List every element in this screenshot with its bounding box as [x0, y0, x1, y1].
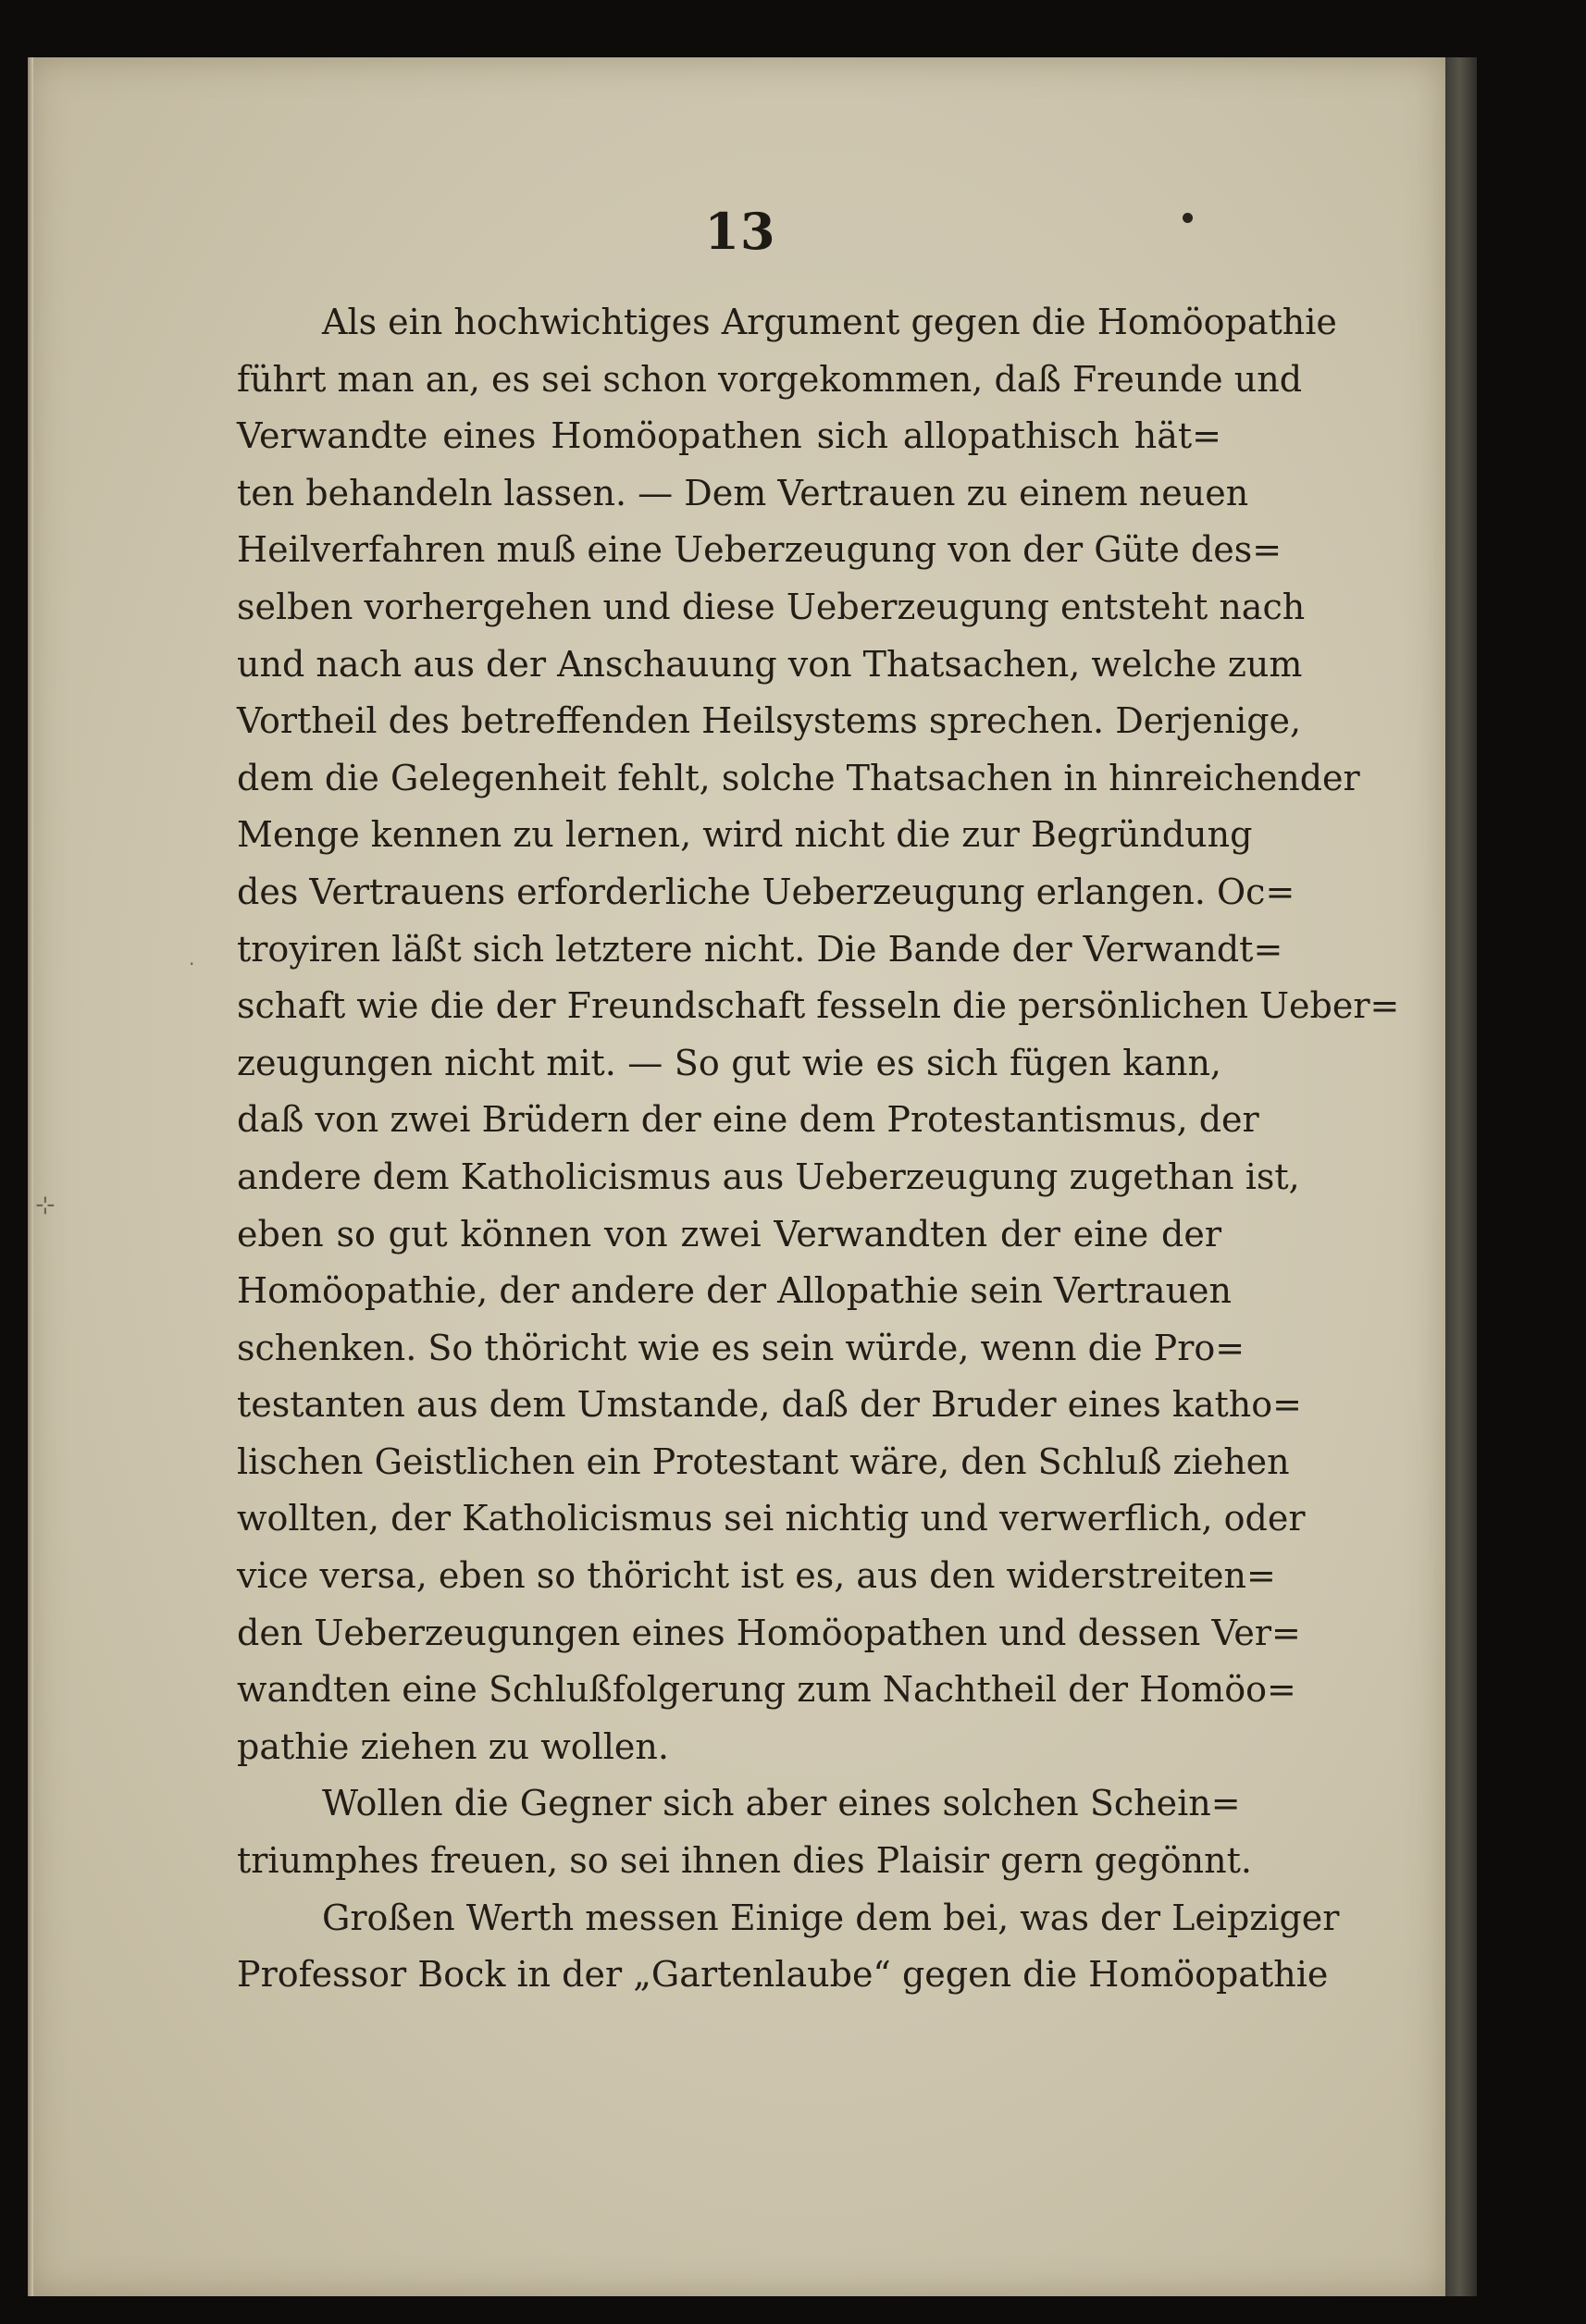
- text-line: Homöopathie, der andere der Allopathie sein Vertrauen: [237, 1270, 1233, 1312]
- paragraph: [237, 1890, 1340, 2004]
- paragraph: [237, 1775, 1252, 1889]
- text-line: und nach aus der Anschauung von Thatsachen, welche zum: [237, 643, 1303, 685]
- text-line: daß von zwei Brüdern der eine dem Protestantismus, der: [237, 1099, 1259, 1141]
- text-line: Menge kennen zu lernen, wird nicht die zur Begründung: [237, 814, 1253, 856]
- text-line: dem die Gelegenheit fehlt, solche Thatsachen in hinreichender: [237, 757, 1360, 798]
- text-line: führt man an, es sei schon vorgekommen, daß Freunde und: [237, 358, 1303, 400]
- ink-dot: [1183, 213, 1193, 223]
- text-line: Großen Werth messen Einige dem bei, was der Leipziger: [322, 1897, 1340, 1938]
- text-line: Heilverfahren muß eine Ueberzeugung von der Güte des=: [237, 529, 1282, 571]
- text-line: schenken. So thöricht wie es sein würde, wenn die Pro=: [237, 1327, 1245, 1368]
- text-line: den Ueberzeugungen eines Homöopathen und dessen Ver=: [237, 1612, 1301, 1653]
- text-line: Wollen die Gegner sich aber eines solchen Schein=: [322, 1783, 1241, 1824]
- text-line: andere dem Katholicismus aus Ueberzeugung zugethan ist,: [237, 1156, 1300, 1197]
- text-line: des Vertrauens erforderliche Ueberzeugung erlangen. Oc=: [237, 871, 1295, 912]
- text-line: eben so gut können von zwei Verwandten der eine der: [237, 1213, 1221, 1255]
- text-line: Verwandte eines Homöopathen sich allopathisch hät=: [237, 415, 1221, 457]
- text-line: selben vorhergehen und diese Ueberzeugung entsteht nach: [237, 586, 1306, 627]
- text-line: Professor Bock in der „Gartenlaube“ gegen die Homöopathie: [237, 1954, 1329, 1996]
- text-line: schaft wie die der Freundschaft fesseln die persönlichen Ueber=: [237, 985, 1400, 1027]
- text-line: triumphes freuen, so sei ihnen dies Plaisir gern gegönnt.: [237, 1840, 1252, 1882]
- margin-mark: ⊹: [35, 1192, 56, 1219]
- body-text: [237, 294, 1400, 2004]
- text-line: testanten aus dem Umstande, daß der Bruder eines katho=: [237, 1384, 1302, 1426]
- text-line: lischen Geistlichen ein Protestant wäre, den Schluß ziehen: [237, 1440, 1290, 1482]
- text-line: ten behandeln lassen. — Dem Vertrauen zu einem neuen: [237, 472, 1249, 513]
- text-line: wollten, der Katholicismus sei nichtig und verwerflich, oder: [237, 1498, 1306, 1539]
- text-line: troyiren läßt sich letztere nicht. Die Bande der Verwandt=: [237, 928, 1283, 970]
- text-line: Als ein hochwichtiges Argument gegen die Homöopathie: [322, 302, 1337, 342]
- text-line: Vortheil des betreffenden Heilsystems sprechen. Derjenige,: [237, 700, 1302, 742]
- page-left-edge: [28, 57, 33, 2296]
- book-spine: [1445, 57, 1477, 2296]
- text-line: vice versa, eben so thöricht ist es, aus den widerstreiten=: [237, 1555, 1276, 1597]
- margin-mark: ·: [189, 953, 195, 975]
- text-line: zeugungen nicht mit. — So gut wie es sich fügen kann,: [237, 1042, 1221, 1083]
- text-line: wandten eine Schlußfolgerung zum Nachtheil der Homöo=: [237, 1669, 1296, 1711]
- text-line: pathie ziehen zu wollen.: [237, 1725, 669, 1767]
- paragraph: [237, 294, 1400, 1775]
- page-number: 13: [704, 202, 776, 261]
